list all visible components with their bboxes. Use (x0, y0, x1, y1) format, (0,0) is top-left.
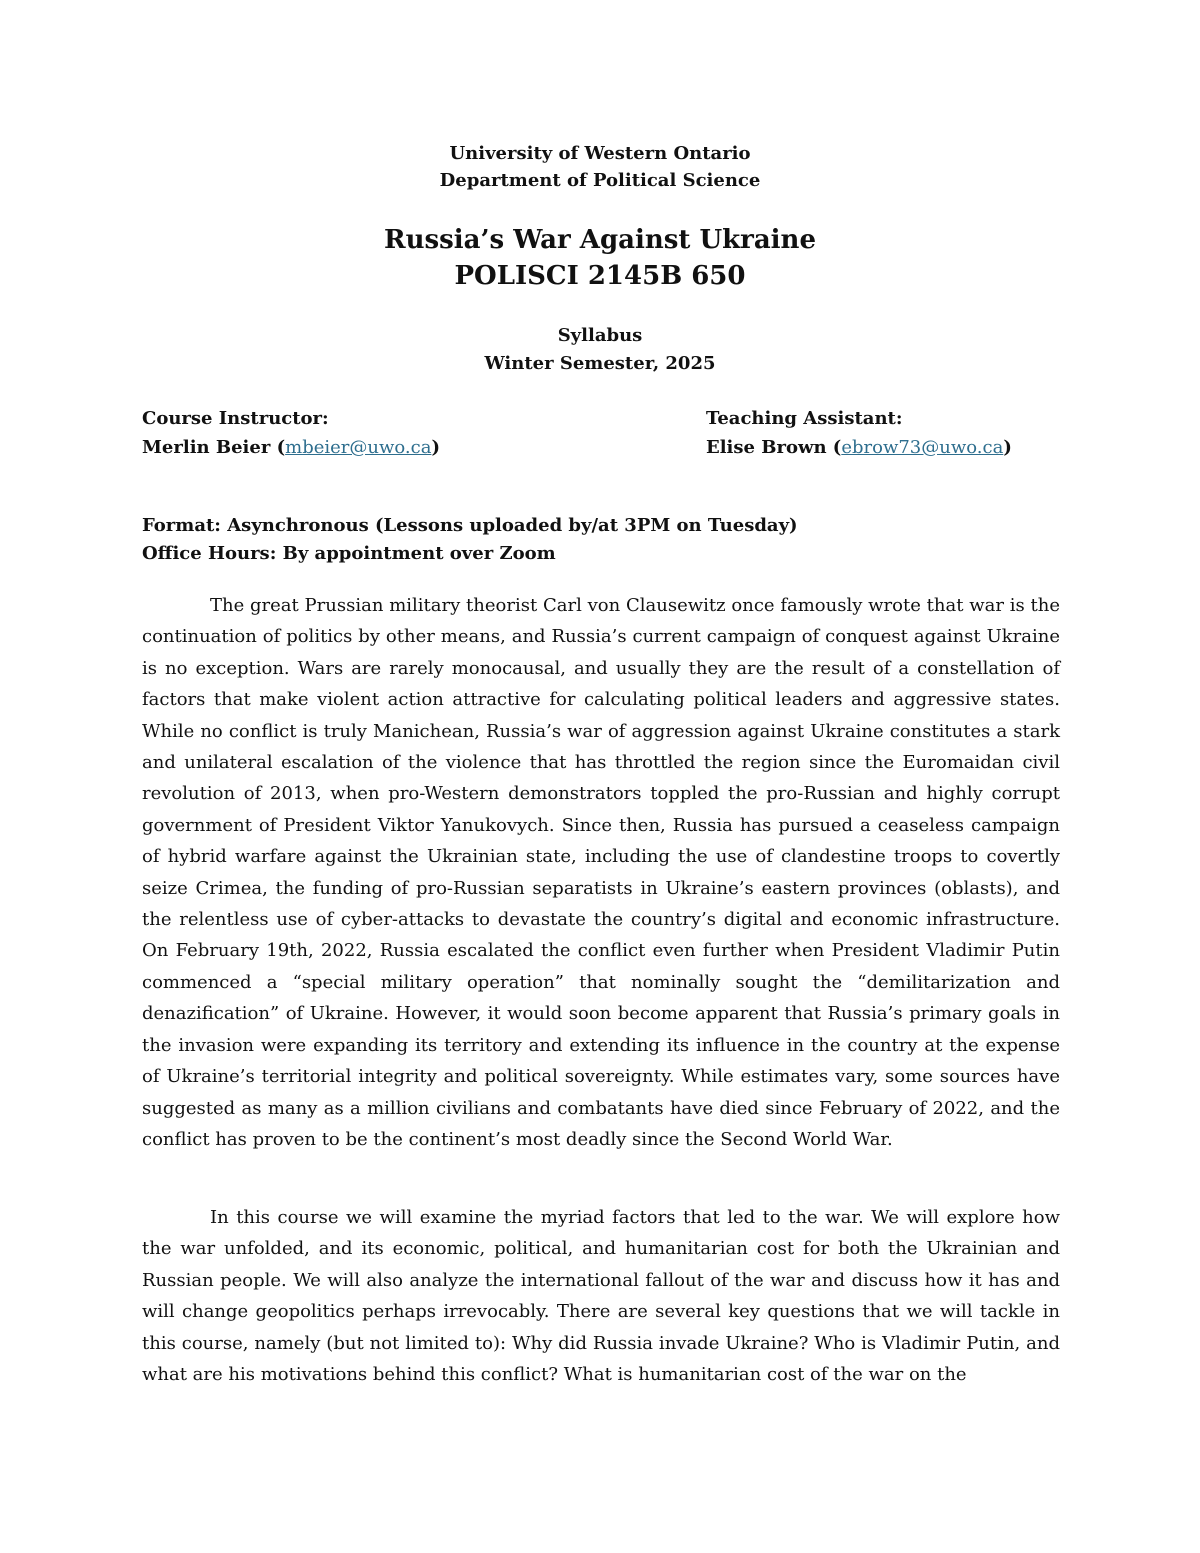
instructor-name: Merlin Beier ( (142, 437, 286, 458)
course-code: POLISCI 2145B 650 (454, 261, 746, 291)
office-hours: Office Hours: By appointment over Zoom (142, 543, 556, 564)
instructor-close-paren: ) (431, 437, 440, 458)
ta-email-link[interactable]: ebrow73@uwo.ca (841, 437, 1004, 458)
instructor-email-link[interactable]: mbeier@uwo.ca (285, 437, 432, 458)
ta-close-paren: ) (1003, 437, 1012, 458)
department-name: Department of Political Science (439, 170, 761, 191)
course-format: Format: Asynchronous (Lessons uploaded by/at 3PM on Tuesday) (142, 515, 798, 536)
instructor-block (142, 404, 440, 462)
ta-line (706, 433, 1012, 462)
institution-header (0, 140, 1200, 194)
ta-name: Elise Brown ( (706, 437, 842, 458)
ta-block (706, 404, 1012, 462)
course-overview-paragraph: In this course we will examine the myriad factors that led to the war. We will explore how the war unfolded, and its economic, political, and humanitarian cost for both the Ukrainian and Russian people. We will also analyze the international fallout of the war and discuss how it has and will change geopolitics perhaps irrevocably. There are several key questions that we will tackle in this course, namely (but not limited to): Why did Russia invade Ukraine? Who is Vladimir Putin, and what are his motivations behind this conflict? What is humanitarian cost of the war on the (142, 1207, 1060, 1386)
course-title-block (0, 222, 1200, 294)
instructor-label: Course Instructor: (142, 408, 329, 429)
document-type: Syllabus (557, 325, 643, 346)
ta-label: Teaching Assistant: (706, 408, 903, 429)
document-info (0, 322, 1200, 378)
instructor-line (142, 433, 440, 462)
course-title: Russia’s War Against Ukraine (383, 225, 817, 255)
semester: Winter Semester, 2025 (484, 353, 716, 374)
university-name: University of Western Ontario (449, 143, 751, 164)
intro-paragraph: The great Prussian military theorist Carl von Clausewitz once famously wrote that war is the continuation of politics by other means, and Russia’s current campaign of conquest against Ukraine is no exception. Wars are rarely monocausal, and usually they are the result of a constellation of factors that make violent action attractive for calculating political leaders and aggressive states. While no conflict is truly Manichean, Russia’s war of aggression against Ukraine constitutes a stark and unilateral escalation of the violence that has throttled the region since the Euromaidan civil revolution of 2013, when pro-Western demonstrators toppled the pro-Russian and highly corrupt government of President Viktor Yanukovych. Since then, Russia has pursued a ceaseless campaign of hybrid warfare against the Ukrainian state, including the use of clandestine troops to covertly seize Crimea, the funding of pro-Russian separatists in Ukraine’s eastern provinces (oblasts), and the relentless use of cyber-attacks to devastate the country’s digital and economic infrastructure. On February 19th, 2022, Russia escalated the conflict even further when President Vladimir Putin commenced a “special military operation” that nominally sought the “demilitarization and denazification” of Ukraine. However, it would soon become apparent that Russia’s primary goals in the invasion were expanding its territory and extending its influence in the country at the expense of Ukraine’s territorial integrity and political sovereignty. While estimates vary, some sources have suggested as many as a million civilians and combatants have died since February of 2022, and the conflict has proven to be the continent’s most deadly since the Second World War. (142, 595, 1060, 1150)
course-logistics (142, 512, 798, 568)
